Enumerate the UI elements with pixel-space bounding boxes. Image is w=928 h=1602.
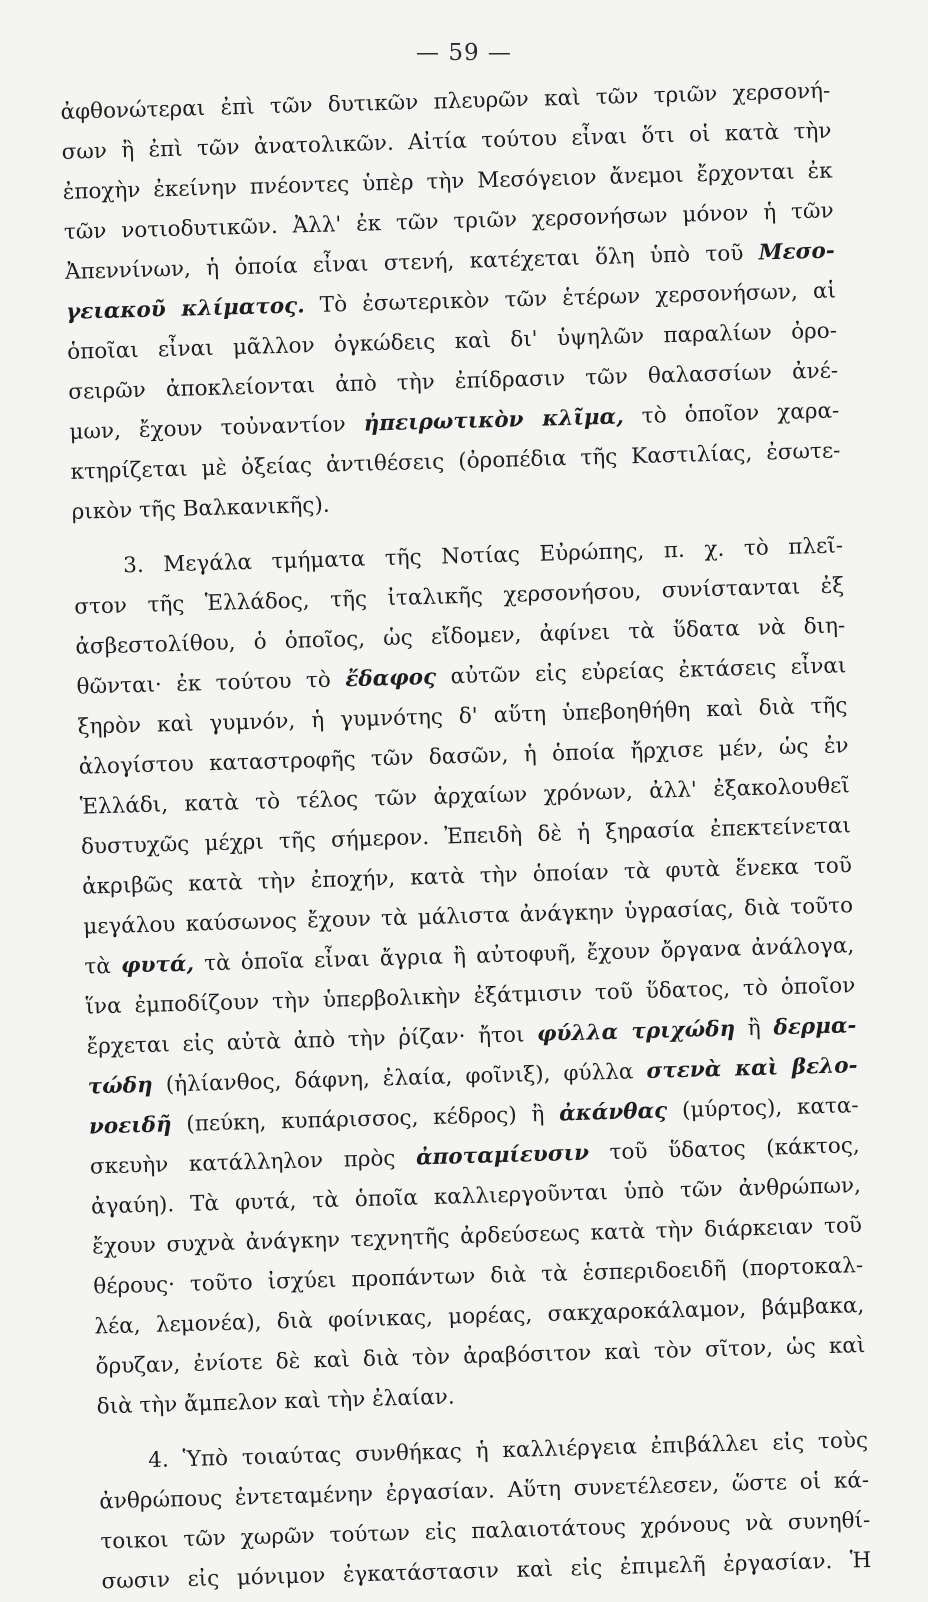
text-line: τῶν νοτιοδυτικῶν. Ἀλλ' ἐκ τῶν τριῶν χερσονήσων μόνον ἡ τῶν: [63, 198, 834, 245]
paragraph-4-start: 4. Ὑπὸ τοιαύτας συνθήκας ἡ καλλιέργεια ἐπιβάλλει εἰς τοὺς: [147, 1427, 869, 1474]
emphasis-term: Μεσο-: [758, 238, 836, 266]
text-line: ὁποῖαι εἶναι μᾶλλον ὀγκώδεις καὶ δι' ὑψηλῶν παραλίων ὀρο-: [66, 318, 838, 365]
text-line: στον τῆς Ἑλλάδος, τῆς ἰταλικῆς χερσονήσου, συνίστανται ἐξ: [74, 573, 845, 620]
text-line: ἔχουν συχνὰ ἀνάγκην τεχνητῆς ἀρδεύσεως κατὰ τὴν διάρκειαν τοῦ: [91, 1213, 863, 1260]
text-line: ἵνα ἐμποδίζουν τὴν ὑπερβολικὴν ἐξάτμισιν τοῦ ὕδατος, τὸ ὁποῖον: [85, 973, 856, 1020]
text-line: σειρῶν ἀποκλείονται ἀπὸ τὴν ἐπίδρασιν τῶν θαλασσίων ἀνέ-: [68, 358, 839, 405]
text-line: ἀκριβῶς κατὰ τὴν ἐποχήν, κατὰ τὴν ὁποίαν τὰ φυτὰ ἕνεκα τοῦ: [81, 853, 853, 900]
emphasis-term: νοειδῆ: [88, 1112, 172, 1140]
text-line: διὰ τὴν ἄμπελον καὶ τὴν ἐλαίαν.: [96, 1384, 455, 1420]
text-line: τώδη (ἡλίανθος, δάφνη, ἐλαία, φοῖνιξ), φύλλα στενὰ καὶ βελο-: [87, 1053, 858, 1100]
emphasis-term: ἠπειρωτικὸν κλῖμα,: [363, 404, 624, 437]
text-line: σωσιν εἰς μόνιμον ἐγκατάστασιν καὶ εἰς ἐπιμελῆ ἐργασίαν. Ἡ: [101, 1547, 872, 1595]
text-line: ἀγαύη). Τὰ φυτά, τὰ ὁποῖα καλλιεργοῦνται ὑπὸ τῶν ἀνθρώπων,: [90, 1173, 862, 1220]
text-line: τὰ φυτά, τὰ ὁποῖα εἶναι ἄγρια ἢ αὐτοφυῆ, ἔχουν ὄργανα ἀνάλογα,: [84, 933, 855, 980]
emphasis-term: φύλλα τριχώδη: [536, 1016, 736, 1048]
text-line: ἐποχὴν ἐκείνην πνέοντες ὑπὲρ τὴν Μεσόγειον ἄνεμοι ἔρχονται ἐκ: [62, 158, 833, 205]
text-line: Ἑλλάδι, κατὰ τὸ τέλος τῶν ἀρχαίων χρόνων, ἀλλ' ἐξακολουθεῖ: [79, 773, 850, 820]
emphasis-term: γειακοῦ κλίματος.: [65, 293, 306, 325]
emphasis-term: ἀκάνθας: [558, 1098, 668, 1127]
body-text: [60, 72, 872, 1602]
text-line: λέα, λεμονέα), διὰ φοίνικας, μορέας, σακχαροκάλαμον, βάμβακα,: [94, 1293, 865, 1340]
emphasis-term: φυτά,: [120, 951, 195, 979]
text-line: ἀφθονώτεραι ἐπὶ τῶν δυτικῶν πλευρῶν καὶ τῶν τριῶν χερσονή-: [60, 78, 831, 125]
text-line: ἔρχεται εἰς αὐτὰ ἀπὸ τὴν ῥίζαν· ἤτοι φύλλα τριχώδη ἢ δερμα-: [86, 1013, 857, 1060]
emphasis-term: ἀποταμίευσιν: [415, 1140, 590, 1171]
text-line: Ἀπεννίνων, ἡ ὁποία εἶναι στενή, κατέχεται ὅλη ὑπὸ τοῦ Μεσο-: [64, 238, 836, 285]
page-number: — 59 —: [416, 40, 512, 66]
text-line: μεγάλου καύσωνος ἔχουν τὰ μάλιστα ἀνάγκην ὑγρασίας, διὰ τοῦτο: [82, 893, 854, 940]
emphasis-term: δερμα-: [773, 1013, 857, 1041]
text-line: ξηρὸν καὶ γυμνόν, ἡ γυμνότης δ' αὕτη ὑπεβοηθήθη καὶ διὰ τῆς: [77, 693, 848, 740]
text-line: γειακοῦ κλίματος. Τὸ ἐσωτερικὸν τῶν ἑτέρων χερσονήσων, αἱ: [65, 278, 837, 325]
emphasis-term: ἔδαφος: [344, 664, 437, 693]
text-line: ἀνθρώπους ἐντεταμένην ἐργασίαν. Αὕτη συνετέλεσεν, ὥστε οἱ κά-: [99, 1467, 870, 1515]
text-line: σων ἢ ἐπὶ τῶν ἀνατολικῶν. Αἰτία τούτου εἶναι ὅτι οἱ κατὰ τὴν: [61, 118, 832, 165]
paragraph-3-start: 3. Μεγάλα τμήματα τῆς Νοτίας Εὐρώπης, π. χ. τὸ πλεῖ-: [122, 533, 844, 579]
text-line: ρικὸν τῆς Βαλκανικῆς).: [71, 492, 330, 525]
text-line: σκευὴν κατάλληλον πρὸς ἀποταμίευσιν τοῦ ὕδατος (κάκτος,: [89, 1133, 861, 1180]
text-line: κτηρίζεται μὲ ὀξείας ἀντιθέσεις (ὀροπέδια τῆς Καστιλίας, ἐσωτε-: [70, 438, 841, 485]
text-line: μων, ἔχουν τοὐναντίον ἠπειρωτικὸν κλῖμα, τὸ ὁποῖον χαρα-: [69, 398, 840, 445]
text-line: θέρους· τοῦτο ἰσχύει προπάντων διὰ τὰ ἑσπεριδοειδῆ (πορτοκαλ-: [93, 1253, 864, 1300]
text-line: ἀσβεστολίθου, ὁ ὁποῖος, ὡς εἴδομεν, ἀφίνει τὰ ὕδατα νὰ διη-: [75, 613, 846, 660]
emphasis-term: τώδη: [87, 1072, 154, 1100]
text-line: νοειδῆ (πεύκη, κυπάρισσος, κέδρος) ἢ ἀκάνθας (μύρτος), κατα-: [88, 1093, 859, 1140]
text-line: τοικοι τῶν χωρῶν τούτων εἰς παλαιοτάτους χρόνους νὰ συνηθί-: [100, 1507, 871, 1555]
text-line: ὄρυζαν, ἐνίοτε δὲ καὶ διὰ τὸν ἀραβόσιτον καὶ τὸν σῖτον, ὡς καὶ: [95, 1333, 866, 1380]
text-line: δυστυχῶς μέχρι τῆς σήμερον. Ἐπειδὴ δὲ ἡ ξηρασία ἐπεκτείνεται: [80, 813, 852, 860]
text-line: θῶνται· ἐκ τούτου τὸ ἔδαφος αὐτῶν εἰς εὐρείας ἐκτάσεις εἶναι: [76, 653, 847, 700]
text-line: ἀλογίστου καταστροφῆς τῶν δασῶν, ἡ ὁποία ἤρχισε μέν, ὡς ἐν: [78, 733, 849, 780]
emphasis-term: στενὰ καὶ βελο-: [646, 1053, 858, 1085]
